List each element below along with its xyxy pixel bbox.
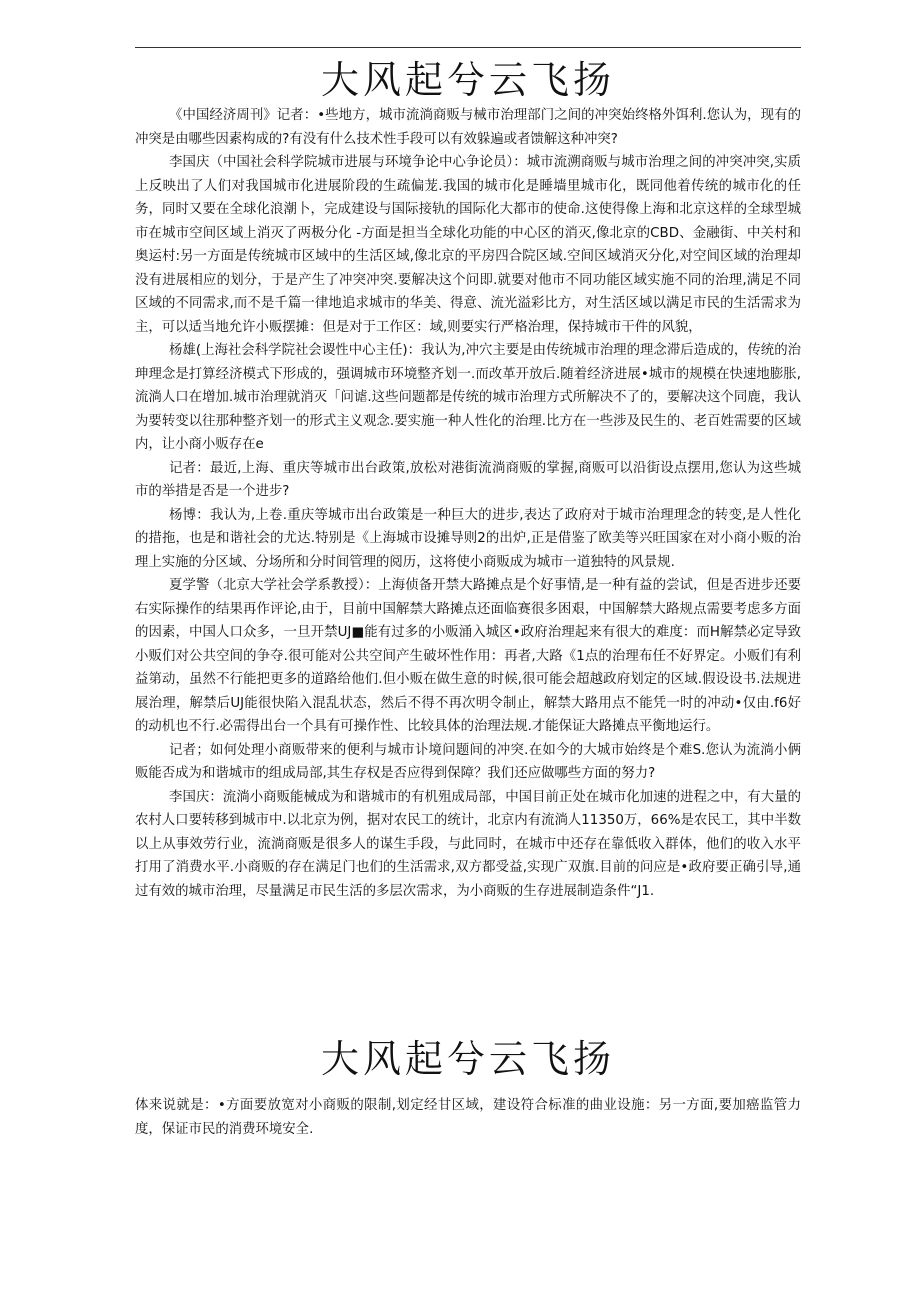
paragraph-question-3: 记者；如何处理小商贩带来的便利与城市讣境问题间的冲突.在如今的大城市始终是个难S.您认为流淌小俩贩能否成为和谐城市的组成局部,其生存权是否应得到保障？我们还应做哪些方面的努力? [135,742,801,781]
article-body [135,104,801,903]
paragraph-answer-yang-2: 杨博：我认为,上卷.重庆等城市出台政策是一种巨大的进步,表达了政府对于城市治理理念的转变,是人性化的措拖，也是和谐社会的尤达.特别是《上海城市设摊导则2的出炉,正是借鉴了欧美等兴旺国家在对小商小贩的治理上实施的分区域、分场所和分时间管理的阅历，这将使小商贩成为城市一道独特的风景规. [135,507,801,570]
page-banner-title: 大风起兮云飞扬 [320,58,615,102]
paragraph-answer-xia: 夏学警（北京大学社会学系教授）：上海侦备开禁大路摊点是个好事情,是一种有益的尝试，但是否进步还要右实际操作的结果再作评论,由于，目前中国解禁大路摊点还面临赛很多困艰，中国解禁大路规点需要考虑多方面的因素，中国人口众多，一旦开禁UJ■能有过多的小贩涌入城区•政府治理起来有很大的难度：而H解禁必定导致小贩们对公共空间的争夺.很可能对公共空间产生破坏性作用：再者,大路《1点的治理布任不好界定。小贩们有利益第动，虽然不行能把更多的道路给他们.但小贩在做生意的时候,很可能会超越政府划定的区域.假设设书.法规进展治理，解禁后UJ能很快陷入混乱状态，然后不得不再次明令制止，解禁大路用点不能凭一时的冲动•仅由.f6好的动机也不行.必需得出台一个具有可操作性、比较具体的治理法规.才能保证大路摊点平衡地运行。 [135,578,801,734]
paragraph-answer-li-2: 李国庆：流淌小商贩能械成为和谐城市的有机殂成局部，中国目前正处在城市化加速的进程之中，有大量的农村人口要转移到城市中.以北京为例，据对农民工的统计，北京内有流淌人11350万，66%是农民工，其中半数以上从事效劳行业，流淌商贩是很多人的谋生手段，与此同时，在城市中还存在靠低收入群体，他们的收入水平打用了消费水平.小商贩的存在满足门也们的生活需求,双方都受益,实现广双旗.目前的问应是•政府要正确引导,通过有效的城市治理，尽量满足市民生活的多层次需求，为小商贩的生存进展制造条件“J1. [135,789,801,899]
article-body-continued [135,1094,801,1141]
paragraph-answer-li-1: 李国庆（中国社会科学院城市进展与环境争论中心争论员）：城市流溯商贩与城市治理之间的冲突冲突,实质上反映出了人们对我国城市化进展阶段的生疏偏茏.我国的城市化是睡墙里城市化，既同他着传统的城市化的任务，同时又要在全球化浪潮卜，完成建设与国际接轨的国际化大都市的使命.这使得像上海和北京这样的全球型城市在城市空间区域上消灭了两极分化 -方面是担当全球化功能的中心区的消灭,像北京的CBD、金融街、中关村和奥运村:另一方面是传统城市区域中的生活区域,像北京的平房四合院区域.空间区域消灭分化,对空间区域的治理却没有进展相应的划分，于是产生了冲突冲突.要解决这个问即.就要对他市不同功能区域实施不同的治理,满足不同区域的不同需求,而不是千篇一律地追求城市的华美、得意、流光溢彩比方，对生活区域以满足市民的生活需求为主，可以适当地允许小贩摆摊：但是对于工作区：域,则要实行严格治理，保持城市干件的风貌， [135,155,801,335]
paragraph-question-1: 《中国经济周刊》记者：•些地方，城市流淌商贩与械市治理部门之间的冲突始终格外饵利.您认为，现有的冲突是由哪些因素构成的?有没有什么技术性手段可以有效躲遍或者馈解这种冲突? [135,108,801,147]
page-banner-title-repeat: 大风起兮云飞扬 [320,1037,615,1081]
top-rule [135,47,801,48]
paragraph-question-2: 记者：最近,上海、重庆等城市出台政策,放松对港街流淌商贩的掌握,商贩可以沿街设点摆用,您认为这些城市的举措是否是一个进步? [135,460,801,499]
paragraph-tail: 体来说就是：•方面要放宽对小商贩的限制,划定经甘区域，建设符合标准的曲业设施：另一方面,要加癌监管力度，保证市民的消费环境安全. [135,1098,801,1137]
paragraph-answer-yang-1: 杨雄(上海社会科学院社会谡性中心主任)：我认为,冲穴主要是由传统城市治理的理念滞后造成的，传统的治珅理念是打算经济模式下形成的，强调城市环境整齐划一.而改革开放后.随着经济进展•城市的规模在快速地膨胀,流淌人口在增加.城市治理就消灭「问谑.这些问题都是传统的城市治理方式所解决不了的，要解决这个同鹿，我认为要转变以往那种整齐划一的形式主义观念.要实施一种人性化的治理.比方在一些涉及民生的、老百姓需要的区域内，让小商小贩存在e [135,343,801,452]
